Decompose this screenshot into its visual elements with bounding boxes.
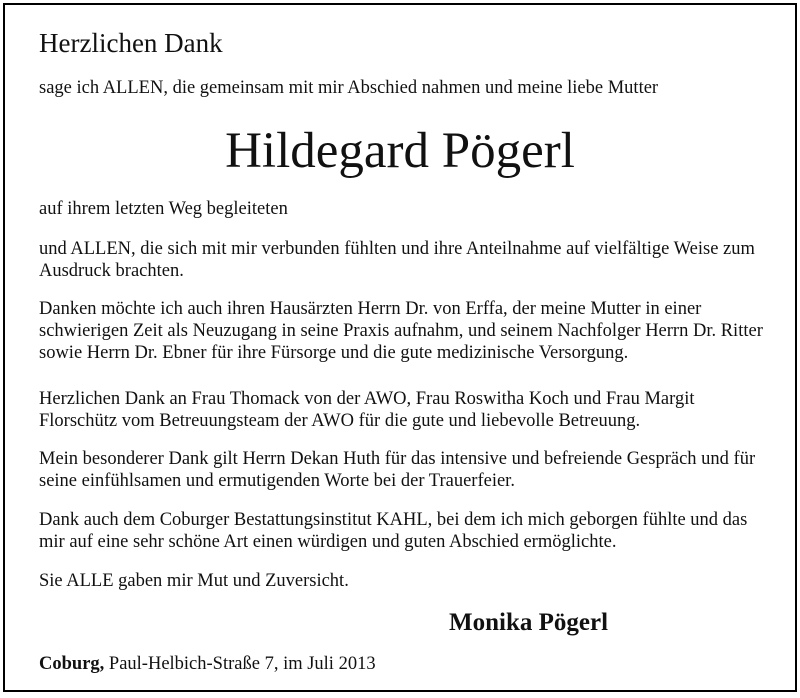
paragraph-doctors: Danken möchte ich auch ihren Hausärzten Herrn Dr. von Erffa, der meine Mutter in einer schwierigen Zeit als Neuzugang in seine Praxis aufnahm, und seinem Nachfolger Herrn Dr. Ritter sowie Herrn Dr. Ebner für ihre Fürsorge und die gute medizinische Versorgung. <box>39 299 763 363</box>
obituary-thank-you-notice <box>3 3 797 692</box>
footer-address-date: Paul-Helbich-Straße 7, im Juli 2013 <box>104 654 376 674</box>
paragraph-awo: Herzlichen Dank an Frau Thomack von der AWO, Frau Roswitha Koch und Frau Margit Florschütz vom Betreuungsteam der AWO für die gute und liebevolle Betreuung. <box>39 389 695 431</box>
paragraph-sympathy: und ALLEN, die sich mit mir verbunden fühlten und ihre Anteilnahme auf vielfältige Weise zum Ausdruck brachten. <box>39 239 755 281</box>
paragraph-dean: Mein besonderer Dank gilt Herrn Dekan Huth für das intensive und befreiende Gespräch und für seine einfühlsamen und ermutigenden Worte bei der Trauerfeier. <box>39 449 756 491</box>
paragraph-escort: auf ihrem letzten Weg begleiteten <box>39 199 288 219</box>
intro-line: sage ich ALLEN, die gemeinsam mit mir Abschied nahmen und meine liebe Mutter <box>39 78 659 98</box>
deceased-name: Hildegard Pögerl <box>225 123 575 179</box>
footer-city: Coburg, <box>39 654 105 674</box>
paragraph-funeral-home: Dank auch dem Coburger Bestattungsinstitut KAHL, bei dem ich mich geborgen fühlte und das mir auf eine sehr schöne Art einen würdigen und guten Abschied ermöglichte. <box>39 510 748 552</box>
paragraph-closing: Sie ALLE gaben mir Mut und Zuversicht. <box>39 571 349 591</box>
signature: Monika Pögerl <box>449 609 609 636</box>
footer-location-date <box>39 653 376 675</box>
notice-heading: Herzlichen Dank <box>39 28 223 58</box>
